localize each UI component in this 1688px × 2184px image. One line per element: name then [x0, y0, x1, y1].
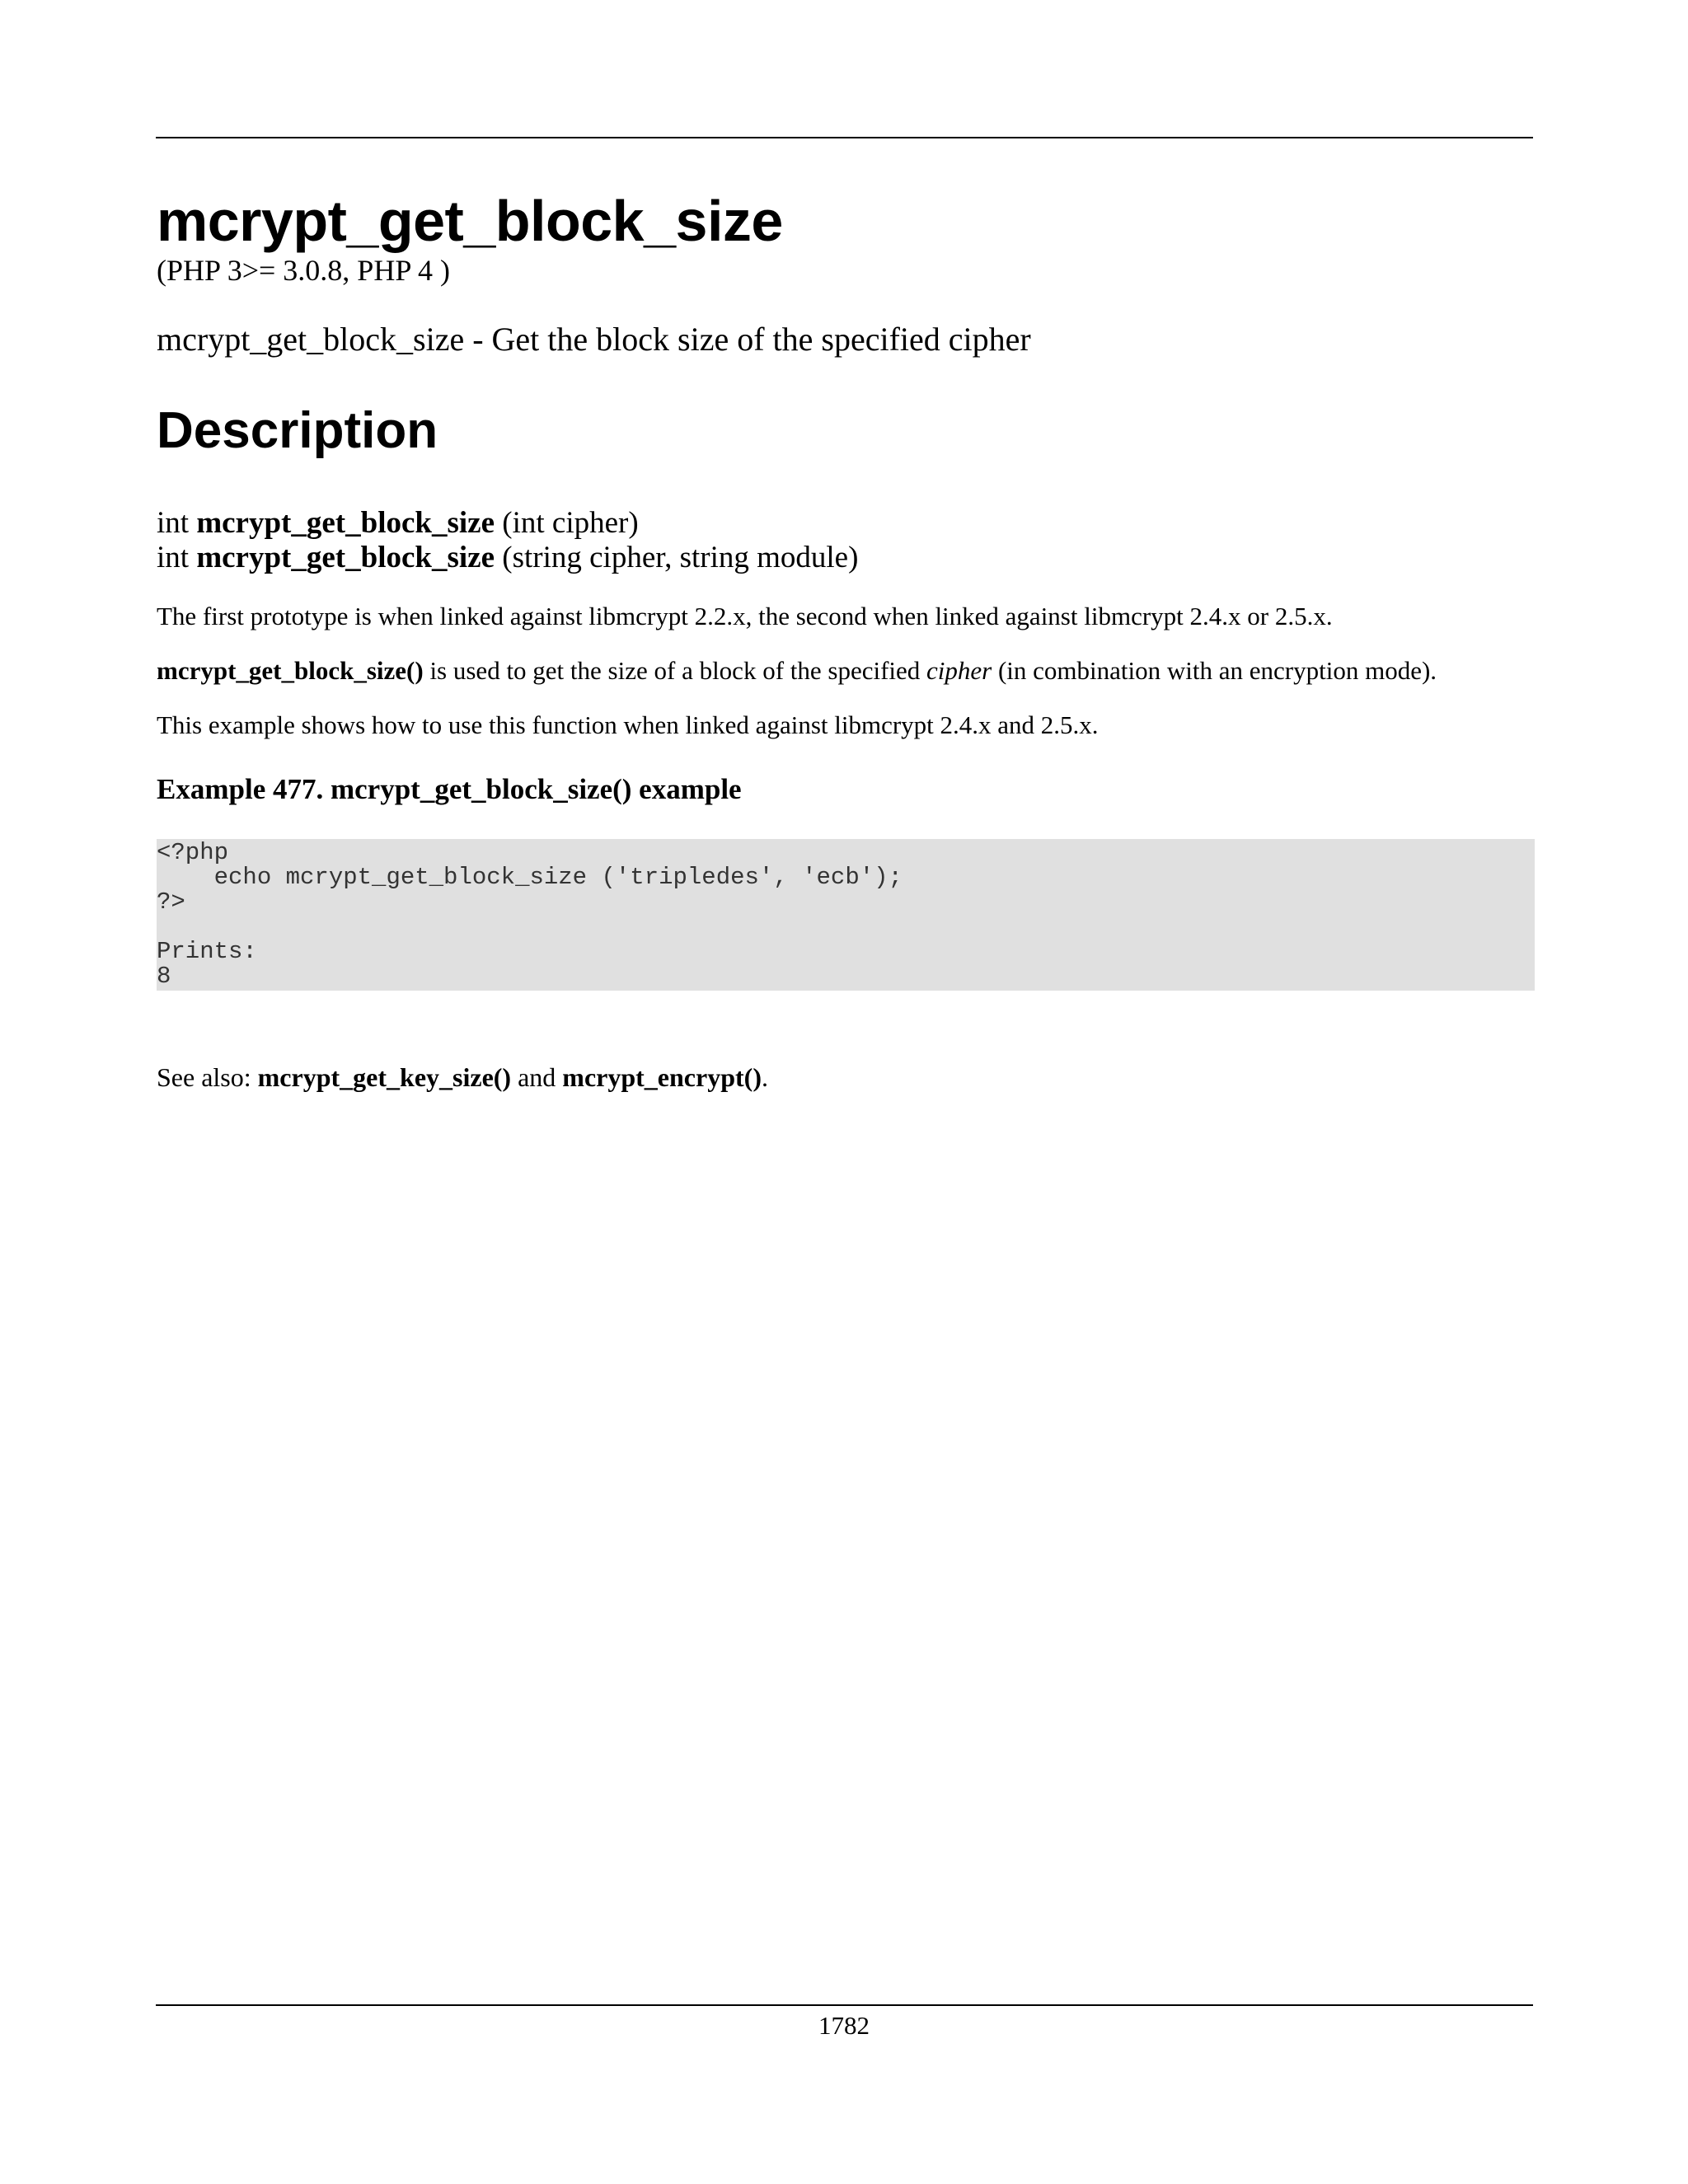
synopsis-line-1	[157, 506, 1533, 541]
prototype-note: The first prototype is when linked against libmcrypt 2.2.x, the second when linked against libmcrypt 2.4.x or 2.5.x.	[157, 602, 1333, 630]
function-synopsis	[157, 506, 1533, 575]
parameter-reference: cipher	[926, 656, 992, 685]
see-also-suffix: .	[761, 1062, 768, 1092]
page-number: 1782	[818, 2011, 870, 2040]
see-also-prefix: See also:	[157, 1062, 258, 1092]
parameters: (int cipher)	[502, 506, 639, 540]
top-rule	[156, 137, 1533, 138]
function-reference: mcrypt_get_block_size()	[157, 656, 424, 685]
see-also-and: and	[511, 1062, 563, 1092]
example-intro: This example shows how to use this function when linked against libmcrypt 2.4.x and 2.5.x.	[157, 710, 1099, 739]
return-type: int	[157, 541, 190, 574]
see-also-link-key-size[interactable]: mcrypt_get_key_size()	[257, 1062, 512, 1092]
parameters: (string cipher, string module)	[502, 541, 859, 574]
function-name: mcrypt_get_block_size	[196, 506, 495, 540]
usage-paragraph	[157, 656, 1533, 686]
code-example: <?php echo mcrypt_get_block_size ('tripledes', 'ecb'); ?> Prints: 8	[157, 839, 1535, 991]
usage-text-end: (in combination with an encryption mode).	[992, 656, 1437, 685]
page-content	[157, 188, 1533, 1093]
ref-purpose: mcrypt_get_block_size - Get the block size of the specified cipher	[157, 321, 1031, 358]
function-name: mcrypt_get_block_size	[196, 541, 495, 574]
usage-text: is used to get the size of a block of the specified	[423, 656, 927, 685]
return-type: int	[157, 506, 190, 540]
see-also-link-encrypt[interactable]: mcrypt_encrypt()	[562, 1062, 762, 1092]
bottom-rule	[156, 2004, 1533, 2006]
synopsis-line-2	[157, 541, 1533, 575]
see-also	[157, 1062, 1533, 1093]
description-heading: Description	[157, 402, 438, 459]
example-title: Example 477. mcrypt_get_block_size() example	[157, 773, 742, 805]
version-info: (PHP 3>= 3.0.8, PHP 4 )	[157, 254, 450, 287]
page-title: mcrypt_get_block_size	[157, 189, 783, 253]
